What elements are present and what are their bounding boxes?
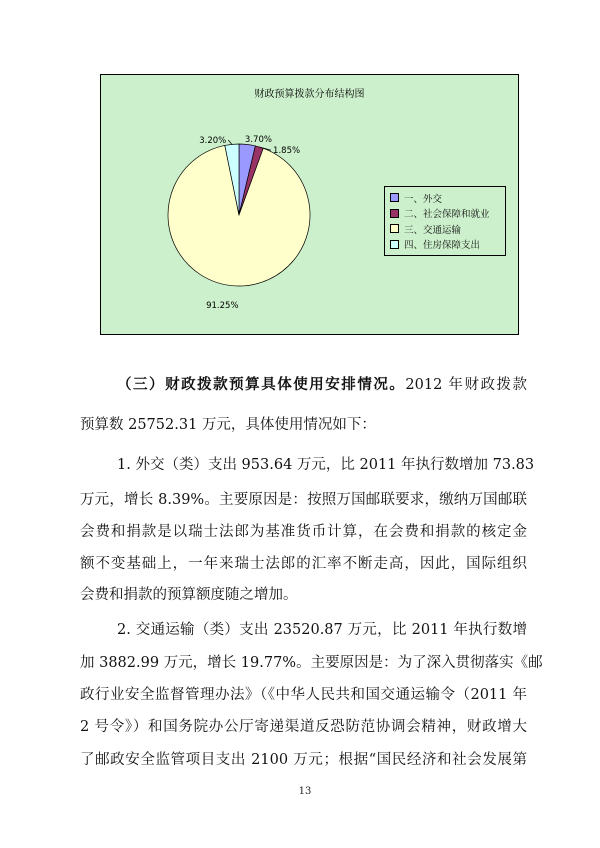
leader-line bbox=[228, 140, 232, 144]
legend-label: 四、住房保障支出 bbox=[404, 240, 481, 252]
text-line: 1. 外交（类）支出 953.64 万元，比 2011 年执行数增加 73.83 bbox=[117, 457, 535, 473]
data-label: 3.20% bbox=[199, 135, 227, 146]
text-line: 额不变基础上，一年来瑞士法郎的汇率不断走高，因此，国际组织 bbox=[80, 556, 527, 572]
legend-swatch bbox=[390, 193, 399, 202]
section-heading-line bbox=[117, 375, 527, 395]
legend-item bbox=[390, 221, 500, 237]
legend-item bbox=[390, 206, 500, 222]
text-line: 预算数 25752.31 万元，具体使用情况如下： bbox=[80, 417, 376, 433]
chart-title: 财政预算拨款分布结构图 bbox=[254, 89, 365, 100]
pie-chart bbox=[100, 74, 519, 335]
text-line: 2. 交通运输（类）支出 23520.87 万元，比 2011 年执行数增 bbox=[117, 622, 527, 638]
section-heading: （三）财政拨款预算具体使用安排情况。 bbox=[117, 376, 406, 393]
legend-swatch bbox=[390, 240, 399, 249]
text-line: 政行业安全监督管理办法》（《中华人民共和国交通运输令（2011 年 bbox=[80, 687, 527, 703]
legend-label: 三、交通运输 bbox=[404, 224, 462, 236]
legend-swatch bbox=[390, 209, 399, 218]
text-line: 加 3882.99 万元，增长 19.77%。主要原因是：为了深入贯彻落实《邮 bbox=[80, 655, 543, 671]
section-heading-tail: 2012 年财政拨款 bbox=[405, 377, 528, 393]
page-number: 13 bbox=[298, 786, 312, 797]
chart-legend bbox=[384, 186, 506, 256]
legend-label: 二、社会保障和就业 bbox=[404, 209, 490, 221]
legend-label: 一、外交 bbox=[404, 193, 443, 205]
data-label: 91.25% bbox=[206, 300, 239, 311]
text-line: 2 号令》）和国务院办公厅寄递渠道反恐防范协调会精神，财政增大 bbox=[80, 719, 527, 735]
legend-swatch bbox=[390, 224, 399, 233]
data-label: 3.70% bbox=[244, 135, 272, 146]
text-line: 万元，增长 8.39%。主要原因是：按照万国邮联要求，缴纳万国邮联 bbox=[80, 492, 527, 508]
data-label: 1.85% bbox=[273, 146, 301, 157]
text-line: 了邮政安全监管项目支出 2100 万元；根据“国民经济和社会发展第 bbox=[80, 752, 527, 768]
legend-item bbox=[390, 190, 500, 206]
text-line: 会费和捐款的预算额度随之增加。 bbox=[80, 587, 298, 603]
text-line: 会费和捐款是以瑞士法郎为基准货币计算，在会费和捐款的核定金 bbox=[80, 524, 527, 540]
legend-item bbox=[390, 237, 500, 253]
